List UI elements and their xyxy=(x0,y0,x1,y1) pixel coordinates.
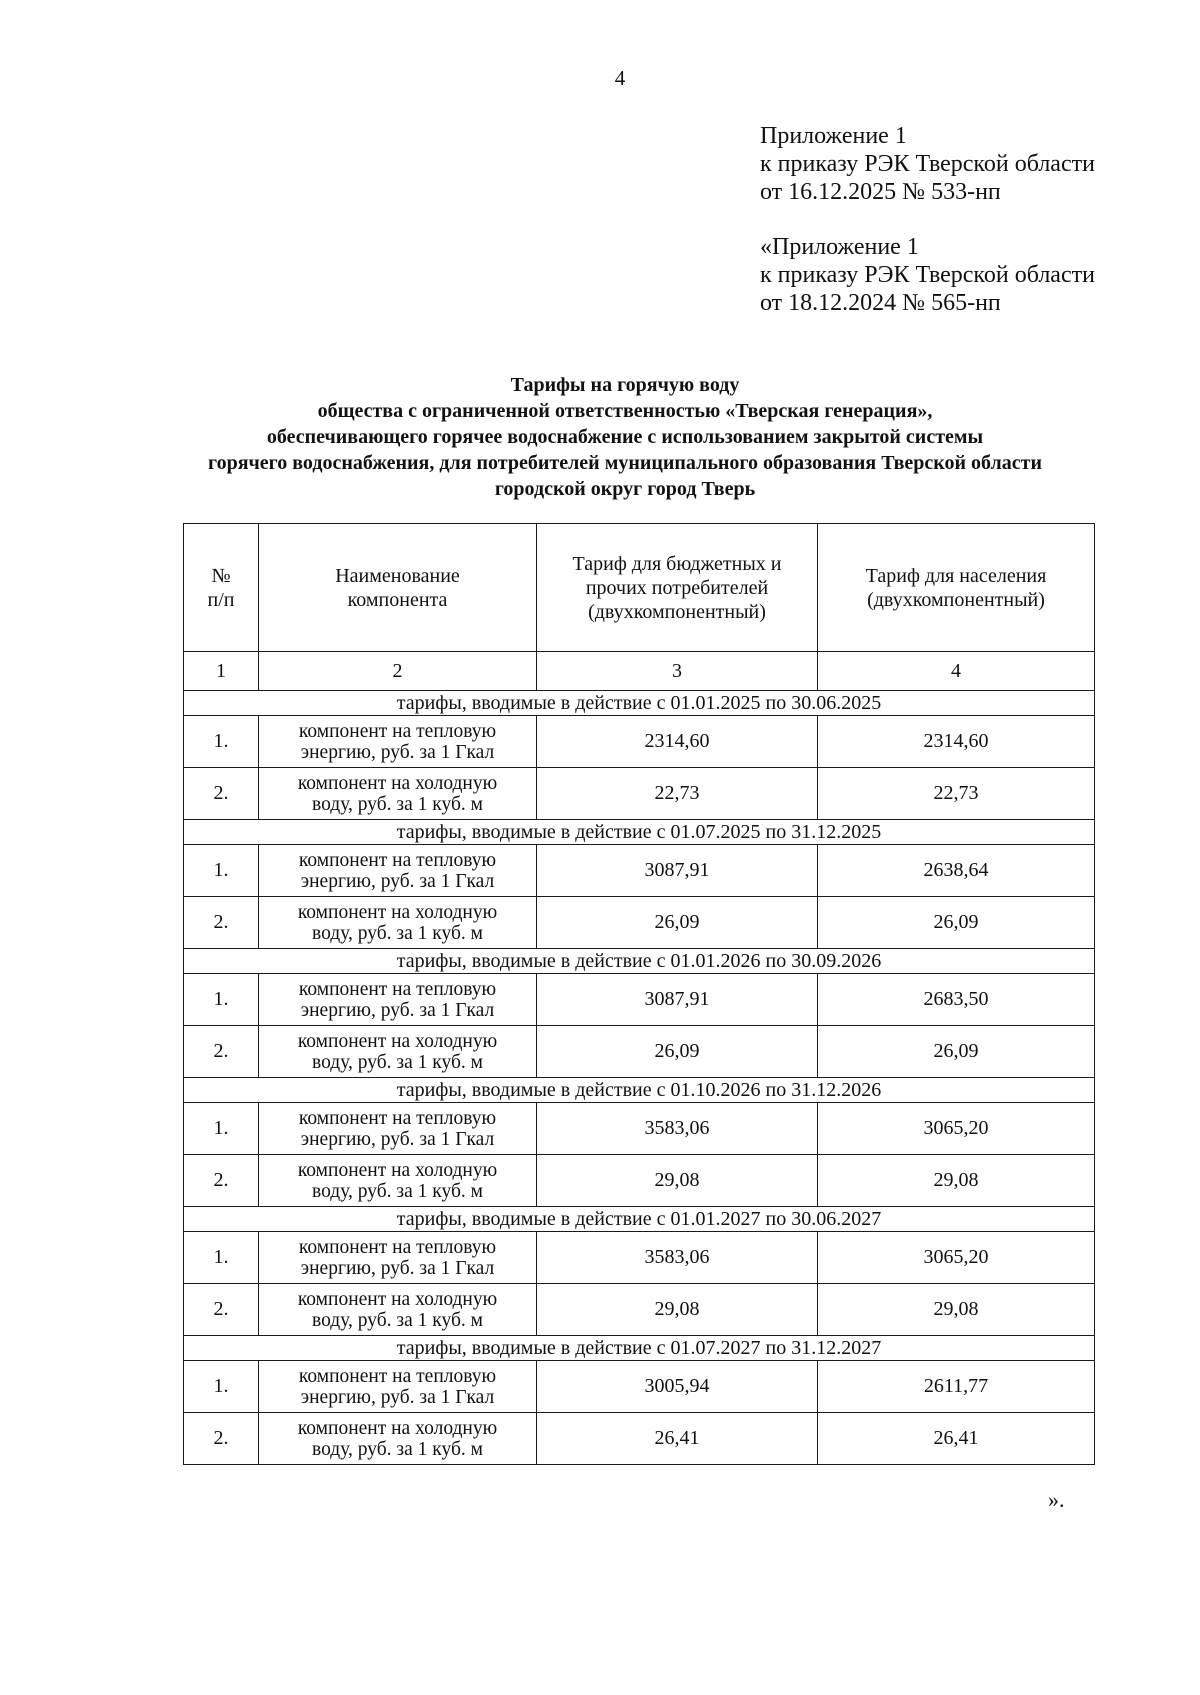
component-name-cell xyxy=(259,1103,537,1155)
period-label: тарифы, вводимые в действие с 01.07.2025 по 31.12.2025 xyxy=(184,820,1095,845)
cell-text-line: энергию, руб. за 1 Гкал xyxy=(300,1257,495,1279)
closing-quote-mark: ». xyxy=(1048,1487,1065,1512)
period-row xyxy=(184,1078,1095,1103)
appendix-original-reference xyxy=(760,233,1095,317)
period-row xyxy=(184,820,1095,845)
cell-text-line: компонент на холодную xyxy=(297,1030,498,1052)
cell-text-line: прочих потребителей xyxy=(585,576,769,599)
table-header-row xyxy=(184,524,1095,652)
budget-tariff-cell: 3087,91 xyxy=(537,974,818,1026)
cell-text-line: компонент на холодную xyxy=(297,901,498,923)
title-line: обеспечивающего горячее водоснабжение с использованием закрытой системы xyxy=(266,426,984,448)
table-row xyxy=(184,716,1095,768)
period-row xyxy=(184,691,1095,716)
column-number-cell: 4 xyxy=(818,652,1095,691)
cell-text-line: № xyxy=(211,564,231,587)
tariff-table xyxy=(183,523,1095,1465)
title-line: общества с ограниченной ответственностью «Тверская генерация», xyxy=(317,400,933,422)
row-number-cell: 2. xyxy=(184,897,259,949)
budget-tariff-cell: 29,08 xyxy=(537,1284,818,1336)
cell-text-line: п/п xyxy=(207,588,235,611)
table-row xyxy=(184,1361,1095,1413)
cell-text-line: компонент на тепловую xyxy=(298,720,497,742)
cell-text-line: компонент на тепловую xyxy=(298,1365,497,1387)
population-tariff-cell: 26,41 xyxy=(818,1413,1095,1465)
header-component-name xyxy=(259,524,537,652)
header-budget-tariff xyxy=(537,524,818,652)
population-tariff-cell: 26,09 xyxy=(818,897,1095,949)
cell-text-line: Тариф для населения xyxy=(865,564,1047,587)
appendix-line: «Приложение 1 xyxy=(760,234,919,260)
table-row xyxy=(184,1103,1095,1155)
budget-tariff-cell: 26,41 xyxy=(537,1413,818,1465)
cell-text-line: компонента xyxy=(347,588,448,611)
table-row xyxy=(184,1284,1095,1336)
cell-text-line: энергию, руб. за 1 Гкал xyxy=(300,999,495,1021)
column-number-cell: 3 xyxy=(537,652,818,691)
appendix-line: к приказу РЭК Тверской области xyxy=(760,262,1095,288)
cell-text-line: компонент на тепловую xyxy=(298,849,497,871)
cell-text-line: энергию, руб. за 1 Гкал xyxy=(300,1128,495,1150)
budget-tariff-cell: 22,73 xyxy=(537,768,818,820)
header-population-tariff xyxy=(818,524,1095,652)
population-tariff-cell: 2314,60 xyxy=(818,716,1095,768)
row-number-cell: 1. xyxy=(184,845,259,897)
population-tariff-cell: 22,73 xyxy=(818,768,1095,820)
cell-text-line: воду, руб. за 1 куб. м xyxy=(312,922,483,944)
budget-tariff-cell: 3583,06 xyxy=(537,1232,818,1284)
cell-text-line: компонент на тепловую xyxy=(298,978,497,1000)
row-number-cell: 2. xyxy=(184,1026,259,1078)
appendix-line: от 18.12.2024 № 565-нп xyxy=(760,290,1001,316)
period-row xyxy=(184,1207,1095,1232)
population-tariff-cell: 3065,20 xyxy=(818,1103,1095,1155)
column-number-cell: 1 xyxy=(184,652,259,691)
component-name-cell xyxy=(259,1026,537,1078)
period-row xyxy=(184,1336,1095,1361)
title-line: горячего водоснабжения, для потребителей муниципального образования Тверской области xyxy=(208,452,1042,474)
component-name-cell xyxy=(259,1284,537,1336)
table-row xyxy=(184,845,1095,897)
row-number-cell: 1. xyxy=(184,1103,259,1155)
cell-text-line: компонент на холодную xyxy=(297,1159,498,1181)
budget-tariff-cell: 26,09 xyxy=(537,1026,818,1078)
cell-text-line: компонент на холодную xyxy=(297,1417,498,1439)
table-row xyxy=(184,897,1095,949)
cell-text-line: энергию, руб. за 1 Гкал xyxy=(300,1386,495,1408)
cell-text-line: энергию, руб. за 1 Гкал xyxy=(300,741,495,763)
cell-text-line: энергию, руб. за 1 Гкал xyxy=(300,870,495,892)
title-line: Тарифы на горячую воду xyxy=(510,374,740,396)
table-row xyxy=(184,974,1095,1026)
row-number-cell: 2. xyxy=(184,1413,259,1465)
table-row xyxy=(184,1026,1095,1078)
row-number-cell: 1. xyxy=(184,1361,259,1413)
cell-text-line: воду, руб. за 1 куб. м xyxy=(312,793,483,815)
page-number: 4 xyxy=(614,66,626,90)
population-tariff-cell: 3065,20 xyxy=(818,1232,1095,1284)
tariff-table-body xyxy=(184,524,1095,1465)
period-label: тарифы, вводимые в действие с 01.10.2026 по 31.12.2026 xyxy=(184,1078,1095,1103)
cell-text-line: компонент на тепловую xyxy=(298,1236,497,1258)
row-number-cell: 1. xyxy=(184,716,259,768)
row-number-cell: 2. xyxy=(184,768,259,820)
cell-text-line: компонент на тепловую xyxy=(298,1107,497,1129)
row-number-cell: 2. xyxy=(184,1284,259,1336)
population-tariff-cell: 2638,64 xyxy=(818,845,1095,897)
budget-tariff-cell: 29,08 xyxy=(537,1155,818,1207)
cell-text-line: воду, руб. за 1 куб. м xyxy=(312,1438,483,1460)
cell-text-line: (двухкомпонентный) xyxy=(588,600,766,623)
period-label: тарифы, вводимые в действие с 01.07.2027 по 31.12.2027 xyxy=(184,1336,1095,1361)
row-number-cell: 1. xyxy=(184,1232,259,1284)
table-row xyxy=(184,1155,1095,1207)
table-row xyxy=(184,1232,1095,1284)
header-number xyxy=(184,524,259,652)
cell-text-line: Тариф для бюджетных и xyxy=(572,552,782,575)
table-row xyxy=(184,768,1095,820)
title-line: городской округ город Тверь xyxy=(494,478,756,500)
cell-text-line: воду, руб. за 1 куб. м xyxy=(312,1051,483,1073)
cell-text-line: (двухкомпонентный) xyxy=(867,588,1045,611)
population-tariff-cell: 29,08 xyxy=(818,1155,1095,1207)
appendix-line: от 16.12.2025 № 533-нп xyxy=(760,179,1001,205)
period-row xyxy=(184,949,1095,974)
component-name-cell xyxy=(259,897,537,949)
component-name-cell xyxy=(259,1232,537,1284)
column-number-row xyxy=(184,652,1095,691)
appendix-line: Приложение 1 xyxy=(760,123,907,149)
population-tariff-cell: 2683,50 xyxy=(818,974,1095,1026)
component-name-cell xyxy=(259,974,537,1026)
cell-text-line: воду, руб. за 1 куб. м xyxy=(312,1309,483,1331)
period-label: тарифы, вводимые в действие с 01.01.2026 по 30.09.2026 xyxy=(184,949,1095,974)
appendix-line: к приказу РЭК Тверской области xyxy=(760,151,1095,177)
component-name-cell xyxy=(259,768,537,820)
cell-text-line: компонент на холодную xyxy=(297,772,498,794)
table-row xyxy=(184,1413,1095,1465)
column-number-cell: 2 xyxy=(259,652,537,691)
population-tariff-cell: 2611,77 xyxy=(818,1361,1095,1413)
component-name-cell xyxy=(259,716,537,768)
population-tariff-cell: 26,09 xyxy=(818,1026,1095,1078)
budget-tariff-cell: 3005,94 xyxy=(537,1361,818,1413)
component-name-cell xyxy=(259,1361,537,1413)
row-number-cell: 2. xyxy=(184,1155,259,1207)
period-label: тарифы, вводимые в действие с 01.01.2027 по 30.06.2027 xyxy=(184,1207,1095,1232)
budget-tariff-cell: 2314,60 xyxy=(537,716,818,768)
appendix-current-reference xyxy=(760,122,1095,206)
component-name-cell xyxy=(259,1413,537,1465)
budget-tariff-cell: 3583,06 xyxy=(537,1103,818,1155)
cell-text-line: воду, руб. за 1 куб. м xyxy=(312,1180,483,1202)
population-tariff-cell: 29,08 xyxy=(818,1284,1095,1336)
document-title xyxy=(120,372,1130,502)
budget-tariff-cell: 3087,91 xyxy=(537,845,818,897)
component-name-cell xyxy=(259,845,537,897)
cell-text-line: Наименование xyxy=(335,564,460,587)
component-name-cell xyxy=(259,1155,537,1207)
budget-tariff-cell: 26,09 xyxy=(537,897,818,949)
period-label: тарифы, вводимые в действие с 01.01.2025 по 30.06.2025 xyxy=(184,691,1095,716)
cell-text-line: компонент на холодную xyxy=(297,1288,498,1310)
row-number-cell: 1. xyxy=(184,974,259,1026)
